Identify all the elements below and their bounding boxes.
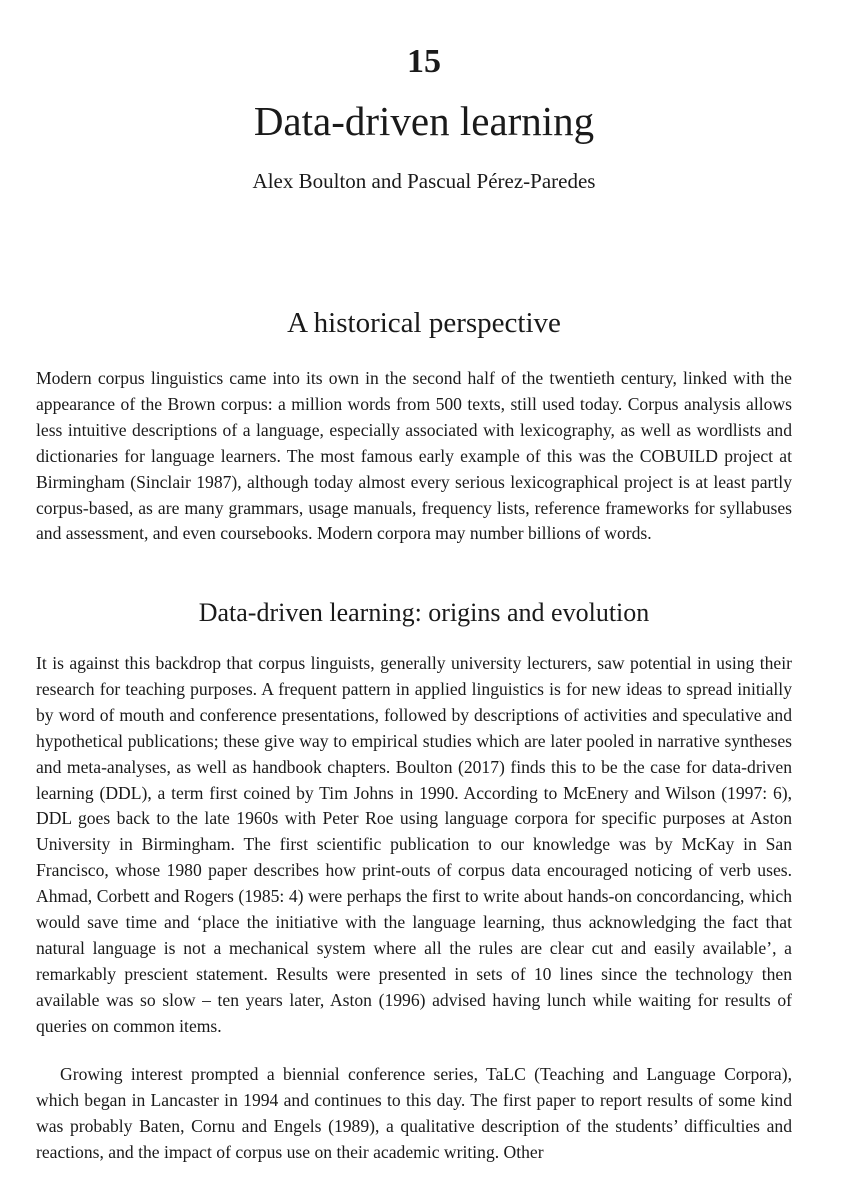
chapter-title: Data-driven learning xyxy=(253,98,595,144)
body-paragraph: It is against this backdrop that corpus linguists, generally university lecturers, saw potential in using their research for teaching purposes. A frequent pattern in applied linguistics is for new ideas to spread initially by word of mouth and conference presentations, followed by descriptions of activities and speculative and hypothetical publications; these give way to empirical studies which are later pooled in narrative syntheses and meta-analyses, as well as handbook chapters. Boulton (2017) finds this to be the case for data-driven learning (DDL), a term first coined by Tim Johns in 1990. According to McEnery and Wilson (1997: 6), DDL goes back to the late 1960s with Peter Roe using language corpora for specific purposes at Aston University in Birmingham. The first scientific publication to our knowledge was by McKay in San Francisco, whose 1980 paper describes how print-outs of corpus data encouraged noticing of verb uses. Ahmad, Corbett and Rogers (1985: 4) were perhaps the first to write about hands-on concordancing, which would save time and ‘place the initiative with the language learning, thus acknowledging the fact that natural language is not a mechanical system where all the rules are clear cut and easily available’, a remarkably prescient statement. Results were presented in sets of 10 lines since the technology then available was so slow – ten years later, Aston (1996) advised having lunch while waiting for results of queries on common items. xyxy=(36,653,792,1036)
chapter-authors: Alex Boulton and Pascual Pérez-Paredes xyxy=(252,169,596,193)
section-heading-historical-perspective: A historical perspective xyxy=(287,307,561,339)
chapter-number: 15 xyxy=(407,43,441,80)
body-paragraph: Growing interest prompted a biennial conference series, TaLC (Teaching and Language Corpora), which began in Lancaster in 1994 and continues to this day. The first paper to report results of some kind was probably Baten, Cornu and Engels (1989), a qualitative description of the students’ difficulties and reactions, and the impact of corpus use on their academic writing. Other xyxy=(36,1064,792,1162)
section-heading-origins-evolution: Data-driven learning: origins and evolution xyxy=(198,598,650,627)
body-paragraph: Modern corpus linguistics came into its own in the second half of the twentieth century, linked with the appearance of the Brown corpus: a million words from 500 texts, still used today. Corpus analysis allows less intuitive descriptions of a language, especially associated with lexicography, as well as wordlists and dictionaries for language learners. The most famous early example of this was the COBUILD project at Birmingham (Sinclair 1987), although today almost every serious lexicographical project is at least partly corpus-based, as are many grammars, usage manuals, frequency lists, reference frameworks for syllabuses and assessment, and even coursebooks. Modern corpora may number billions of words. xyxy=(36,368,792,544)
